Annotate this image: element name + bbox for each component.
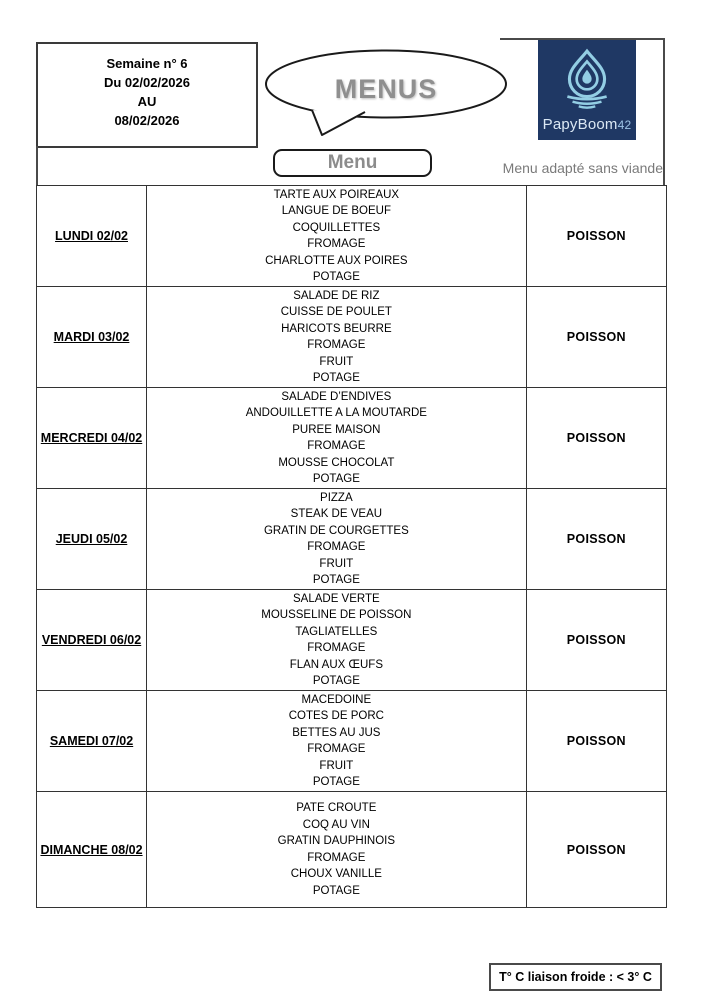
day-label: SAMEDI 07/02 [49,734,134,748]
day-label: VENDREDI 06/02 [41,633,142,647]
day-label: MARDI 03/02 [53,330,130,344]
menu-item: FROMAGE [307,238,366,250]
menu-button[interactable] [273,149,432,177]
menu-item: MACEDOINE [301,693,372,706]
alternative-cell [526,489,666,590]
day-cell [37,489,147,590]
table-row [37,590,667,691]
menu-item: POTAGE [312,271,360,283]
menu-item: SALADE VERTE [292,592,380,605]
menu-item: POTAGE [312,776,360,788]
menu-items-cell [147,186,527,287]
menu-item: FRUIT [319,759,354,772]
alternative-cell [526,388,666,489]
week-end-date: 08/02/2026 [114,113,180,128]
menu-item: POTAGE [312,675,360,687]
menu-item: FROMAGE [307,743,366,755]
day-cell [37,287,147,388]
alternative-cell [526,287,666,388]
week-range-separator: AU [137,94,157,109]
weekly-menu-table [36,185,667,908]
header-frame-left-line [36,146,38,185]
day-cell [37,388,147,489]
menu-item: COQUILLETTES [292,221,381,234]
day-cell [37,186,147,287]
menu-item: FROMAGE [307,851,366,864]
menu-item: CHARLOTTE AUX POIRES [265,254,408,267]
alternative-cell [526,691,666,792]
menu-item: FROMAGE [307,440,366,452]
menu-item: FROMAGE [307,339,366,351]
water-drop-with-ripples-icon [556,48,618,110]
menu-item: COQ AU VIN [302,818,370,831]
menu-items-cell [147,388,527,489]
day-label: JEUDI 05/02 [55,532,128,546]
menu-item: FROMAGE [307,642,366,654]
menu-items-cell [147,792,527,908]
menu-item: MOUSSELINE DE POISSON [261,609,412,621]
day-label: DIMANCHE 08/02 [40,842,143,857]
menu-item: FRUIT [319,355,354,368]
menu-item: HARICOTS BEURRE [281,322,392,335]
menu-item: POTAGE [312,884,360,897]
alternative-label: POISSON [566,734,626,748]
menu-item: TARTE AUX POIREAUX [273,188,400,201]
menu-item: MOUSSE CHOCOLAT [278,456,395,469]
day-cell [37,792,147,908]
menu-item: COTES DE PORC [288,710,384,722]
menu-items-cell [147,590,527,691]
temperature-note-box [489,963,662,991]
alternative-label: POISSON [566,532,626,546]
menu-item: PUREE MAISON [292,423,381,436]
menu-item: POTAGE [312,372,360,384]
day-cell [37,590,147,691]
alternative-label: POISSON [566,431,626,445]
brand-text: PapyBoom [542,116,618,133]
menu-item: POTAGE [312,473,360,485]
brand-name [543,116,632,133]
menu-item: STEAK DE VEAU [290,508,383,520]
day-label: LUNDI 02/02 [55,229,128,243]
menu-item: CUISSE DE POULET [280,306,392,318]
menu-button-label: Menu [327,152,378,173]
menu-item: GRATIN DAUPHINOIS [277,835,396,847]
alternative-label: POISSON [566,330,626,344]
menu-item: CHOUX VANILLE [290,868,382,880]
table-row [37,287,667,388]
menu-item: PATE CROUTE [296,802,377,814]
menu-item: TAGLIATELLES [295,625,378,638]
header-frame-right-line [663,38,665,185]
menu-item: FROMAGE [307,541,366,553]
week-info-box [36,42,258,148]
menu-item: BETTES AU JUS [292,726,381,739]
alternative-label: POISSON [566,229,626,243]
alternative-label: POISSON [566,842,626,857]
table-row [37,489,667,590]
brand-suffix-text: 42 [617,118,632,132]
day-cell [37,691,147,792]
table-row [37,691,667,792]
week-start-date: Du 02/02/2026 [103,75,190,90]
adapted-menu-note: Menu adapté sans viande [502,160,663,176]
temperature-note: T° C liaison froide : < 3° C [499,970,652,984]
menu-item: POTAGE [312,574,360,586]
menu-item: FRUIT [319,557,354,570]
menu-item: SALADE D’ENDIVES [281,390,392,403]
menu-items-cell [147,287,527,388]
week-number: Semaine n° 6 [106,56,188,71]
table-row [37,186,667,287]
day-label: MERCREDI 04/02 [40,431,143,445]
menu-item: SALADE DE RIZ [293,289,380,302]
menu-item: PIZZA [320,491,353,504]
alternative-cell [526,792,666,908]
alternative-cell [526,590,666,691]
menu-item: GRATIN DE COURGETTES [263,524,409,537]
menu-item: FLAN AUX ŒUFS [289,658,383,671]
menu-items-cell [147,691,527,792]
menu-item: LANGUE DE BOEUF [281,205,391,217]
alternative-label: POISSON [566,633,626,647]
table-row [37,792,667,908]
table-row [37,388,667,489]
alternative-cell [526,186,666,287]
page-title: MENUS [334,74,438,104]
papyboom-logo [538,40,636,140]
menu-items-cell [147,489,527,590]
menu-item: ANDOUILLETTE A LA MOUTARDE [245,407,427,419]
